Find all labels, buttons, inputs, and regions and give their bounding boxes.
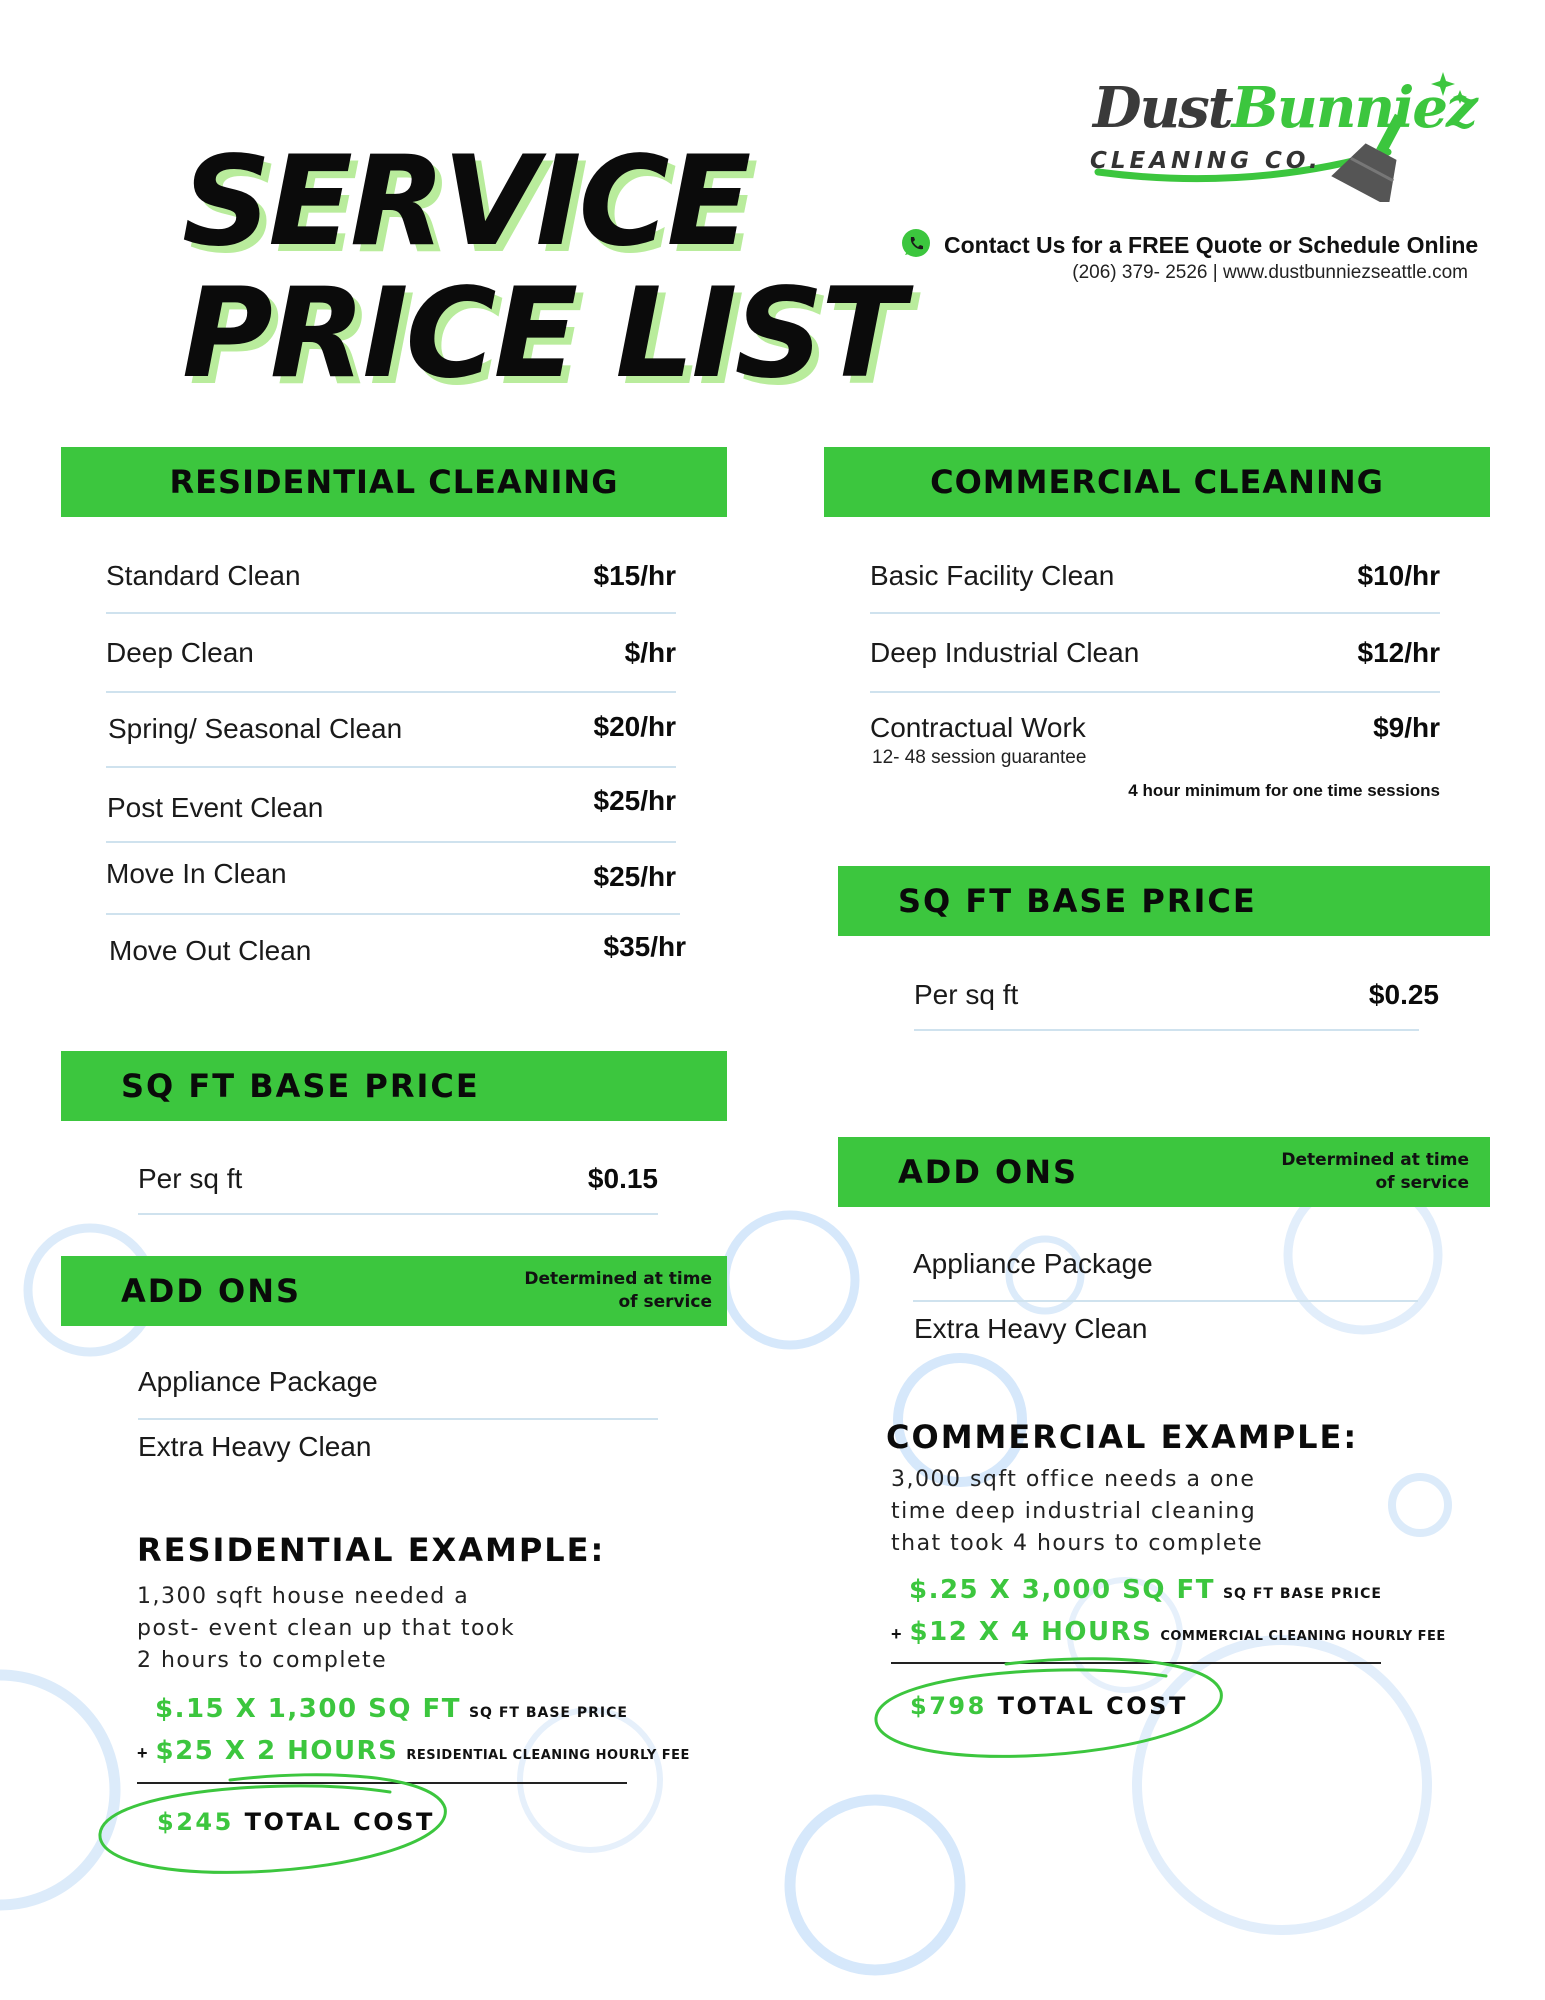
addons-note-line2: of service bbox=[1375, 1173, 1469, 1193]
service-label: Deep Clean bbox=[106, 637, 254, 668]
example-line: time deep industrial cleaning bbox=[891, 1499, 1257, 1524]
list-item bbox=[106, 768, 676, 841]
total-label: TOTAL COST bbox=[244, 1808, 435, 1836]
commercial-sqft-row bbox=[914, 974, 1439, 1028]
service-price: $25/hr bbox=[593, 861, 676, 892]
calc-tag: COMMERCIAL CLEANING HOURLY FEE bbox=[1160, 1629, 1446, 1644]
divider bbox=[913, 1300, 1418, 1302]
service-label: Spring/ Seasonal Clean bbox=[108, 713, 403, 744]
commercial-addons-banner bbox=[838, 1137, 1490, 1207]
calc-value: $25 X 2 HOURS bbox=[155, 1736, 399, 1766]
service-subnote: 12- 48 session guarantee bbox=[872, 747, 1087, 768]
calc-tag: SQ FT BASE PRICE bbox=[468, 1705, 628, 1721]
commercial-sqft-banner bbox=[838, 866, 1490, 936]
example-line: 3,000 sqft office needs a one bbox=[891, 1467, 1256, 1492]
calc-tag: SQ FT BASE PRICE bbox=[1222, 1586, 1382, 1602]
list-item bbox=[106, 693, 676, 766]
service-label: Standard Clean bbox=[106, 560, 301, 591]
service-price: $9/hr bbox=[1373, 712, 1440, 743]
logo-text-bunniez: Bunniez bbox=[1231, 75, 1476, 141]
calc-line-1 bbox=[155, 1694, 628, 1724]
list-item bbox=[870, 556, 1440, 612]
sqft-price: $0.15 bbox=[587, 1163, 658, 1194]
service-label: Post Event Clean bbox=[107, 792, 324, 823]
divider bbox=[138, 1213, 658, 1215]
contact-info: (206) 379- 2526 | www.dustbunniezseattle.com bbox=[1072, 262, 1468, 283]
addons-note bbox=[1281, 1149, 1469, 1195]
list-item bbox=[106, 915, 686, 975]
service-label: Move Out Clean bbox=[109, 935, 312, 966]
brand-logo bbox=[1088, 72, 1476, 202]
residential-total bbox=[157, 1808, 435, 1836]
divider bbox=[138, 1418, 658, 1420]
service-price: $12/hr bbox=[1357, 637, 1440, 668]
addon-item: Appliance Package bbox=[138, 1366, 378, 1397]
residential-addons-banner bbox=[61, 1256, 727, 1326]
plus-sign: + bbox=[137, 1743, 148, 1763]
calc-value: $.25 X 3,000 SQ FT bbox=[909, 1575, 1215, 1605]
residential-cleaning-banner bbox=[61, 447, 727, 517]
example-line: 2 hours to complete bbox=[137, 1648, 388, 1673]
service-price: $35/hr bbox=[603, 931, 686, 962]
list-item bbox=[106, 614, 676, 691]
residential-addons-heading: ADD ONS bbox=[121, 1272, 302, 1310]
commercial-cleaning-banner bbox=[824, 447, 1490, 517]
commercial-addons-heading: ADD ONS bbox=[898, 1153, 1079, 1191]
commercial-total bbox=[910, 1692, 1188, 1720]
addon-item: Extra Heavy Clean bbox=[138, 1431, 372, 1462]
calc-value: $.15 X 1,300 SQ FT bbox=[155, 1694, 461, 1724]
plus-sign: + bbox=[891, 1624, 902, 1644]
total-amount: $798 bbox=[910, 1692, 987, 1720]
calc-line-2 bbox=[891, 1617, 1446, 1647]
divider bbox=[914, 1029, 1419, 1031]
phone-chat-icon bbox=[900, 228, 932, 260]
list-item bbox=[106, 556, 676, 612]
service-price: $20/hr bbox=[593, 711, 676, 742]
addons-note-line1: Determined at time bbox=[1281, 1150, 1469, 1171]
minimum-note: 4 hour minimum for one time sessions bbox=[1128, 781, 1440, 800]
commercial-example-heading: COMMERCIAL EXAMPLE: bbox=[886, 1418, 1359, 1456]
service-label: Contractual Work bbox=[870, 712, 1086, 743]
residential-sqft-row bbox=[138, 1158, 658, 1212]
residential-sqft-heading: SQ FT BASE PRICE bbox=[121, 1067, 480, 1105]
residential-price-list bbox=[106, 556, 686, 975]
residential-sqft-banner bbox=[61, 1051, 727, 1121]
total-amount: $245 bbox=[157, 1808, 234, 1836]
service-label: Move In Clean bbox=[106, 858, 287, 889]
calc-line-2 bbox=[137, 1736, 690, 1766]
service-label: Deep Industrial Clean bbox=[870, 637, 1140, 668]
addon-item: Appliance Package bbox=[913, 1248, 1153, 1279]
page-title-line2: PRICE LIST bbox=[182, 262, 903, 406]
total-label: TOTAL COST bbox=[997, 1692, 1188, 1720]
calc-tag: RESIDENTIAL CLEANING HOURLY FEE bbox=[406, 1748, 690, 1763]
commercial-cleaning-heading: COMMERCIAL CLEANING bbox=[930, 463, 1384, 501]
list-item bbox=[870, 693, 1440, 803]
example-line: 1,300 sqft house needed a bbox=[137, 1584, 470, 1609]
logo-subtext: CLEANING CO. bbox=[1090, 148, 1322, 174]
commercial-price-list bbox=[870, 556, 1440, 803]
residential-cleaning-heading: RESIDENTIAL CLEANING bbox=[169, 463, 619, 501]
service-price: $10/hr bbox=[1357, 560, 1440, 591]
sqft-label: Per sq ft bbox=[138, 1163, 243, 1194]
contact-heading: Contact Us for a FREE Quote or Schedule Online bbox=[944, 232, 1479, 258]
service-price: $/hr bbox=[624, 637, 676, 668]
commercial-sqft-heading: SQ FT BASE PRICE bbox=[898, 882, 1257, 920]
addons-note bbox=[524, 1268, 712, 1314]
addons-note-line2: of service bbox=[618, 1292, 712, 1312]
list-item bbox=[106, 843, 676, 913]
page-title-line1: SERVICE bbox=[182, 130, 749, 274]
addon-item: Extra Heavy Clean bbox=[914, 1313, 1148, 1344]
residential-example-heading: RESIDENTIAL EXAMPLE: bbox=[137, 1531, 606, 1569]
list-item bbox=[870, 614, 1440, 691]
service-price: $25/hr bbox=[593, 785, 676, 816]
calc-value: $12 X 4 HOURS bbox=[909, 1617, 1153, 1647]
service-price: $15/hr bbox=[593, 560, 676, 591]
logo-text-dust: Dust bbox=[1093, 75, 1232, 141]
example-line: that took 4 hours to complete bbox=[891, 1531, 1264, 1556]
calc-line-1 bbox=[909, 1575, 1382, 1605]
sqft-price: $0.25 bbox=[1368, 979, 1439, 1010]
example-line: post- event clean up that took bbox=[137, 1616, 516, 1641]
sqft-label: Per sq ft bbox=[914, 979, 1019, 1010]
service-label: Basic Facility Clean bbox=[870, 560, 1115, 591]
addons-note-line1: Determined at time bbox=[524, 1269, 712, 1290]
